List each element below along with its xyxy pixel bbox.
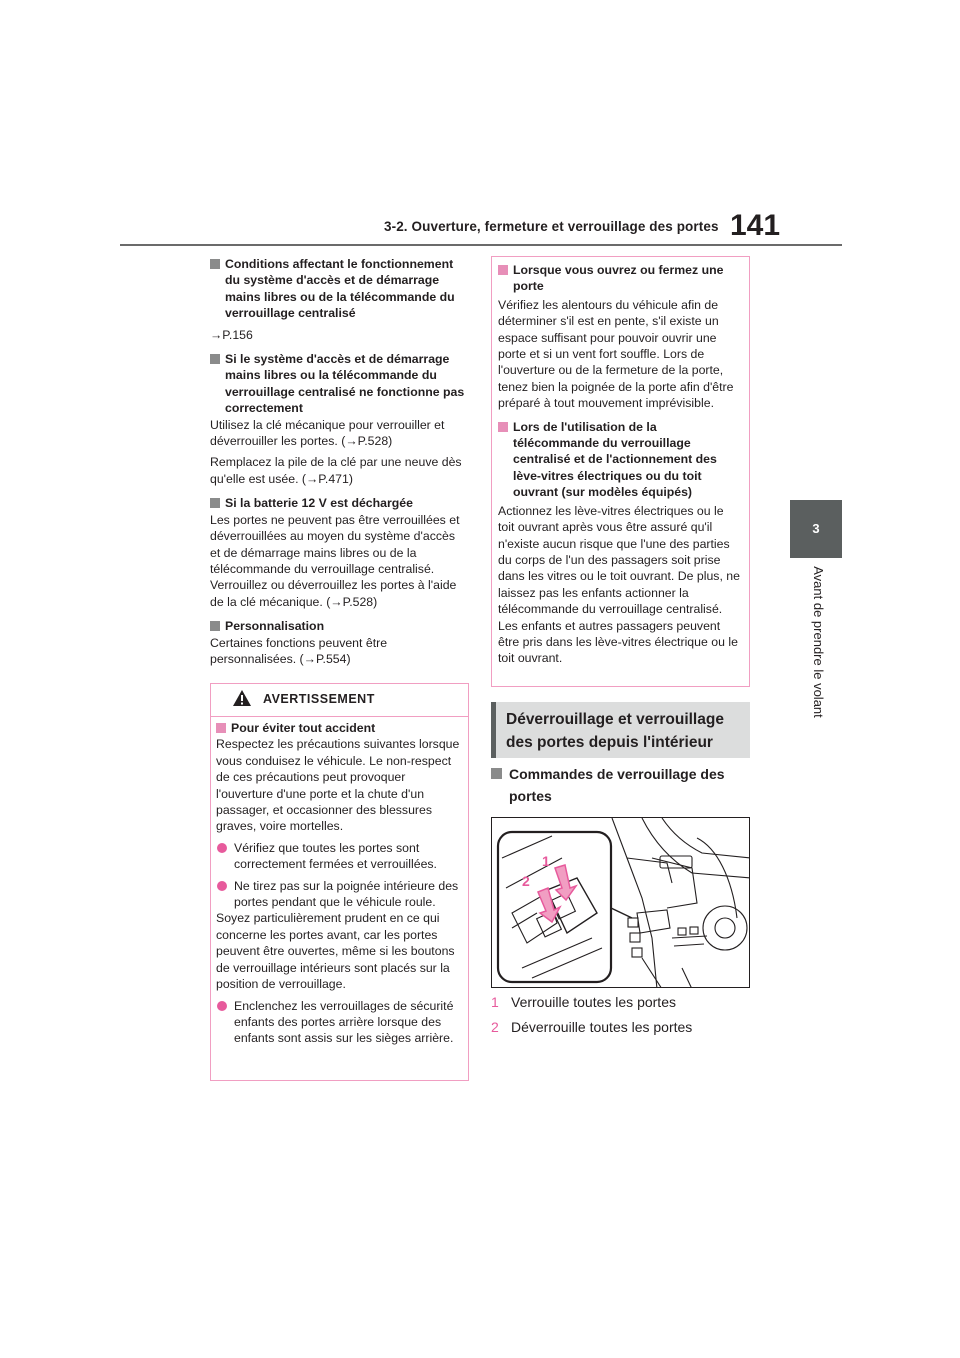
caption-1-text: Verrouille toutes les portes [511, 994, 676, 1010]
warning-heading: Pour éviter tout accident [216, 720, 463, 736]
chapter-label: Avant de prendre le volant [811, 566, 826, 718]
heading-battery-discharged: Si la batterie 12 V est déchargée [210, 495, 468, 511]
paragraph-battery-discharged: Les portes ne peuvent pas être verrouillées et déverrouillées au moyen du système d'accès et de démarrage mains libres ou de la télécommande du verrouillage centralisé. Verrouillez ou déverrouillez les portes à l'aide de la clé mécanique. (→P.528) [210, 512, 460, 609]
warning-bullet-2 [216, 878, 463, 911]
heading-personnalisation: Personnalisation [210, 618, 468, 634]
caption-2-text: Déverrouille toutes les portes [511, 1019, 693, 1035]
warning-icon [232, 689, 252, 707]
caption-2-number: 2 [491, 1019, 499, 1035]
warning-header [211, 684, 468, 717]
door-panel-drawing [492, 818, 750, 988]
heading-conditions: Conditions affectant le fonctionnement du système d'accès et de démarrage mains libres ou de la télécommande du verrouillage centralisé [210, 256, 468, 322]
caption-2 [491, 1017, 751, 1037]
header-divider [120, 244, 842, 246]
ref-p156: →P.156 [210, 327, 253, 342]
chapter-tab: 3 [790, 500, 842, 558]
door-lock-illustration [491, 817, 750, 988]
warning-bullet-2-text: Ne tirez pas sur la poignée intérieure des portes pendant que le véhicule roule. [234, 878, 459, 910]
label-1: 1 [542, 853, 550, 869]
left-column [210, 256, 468, 667]
paragraph-open-close-door: Vérifiez les alentours du véhicule afin de déterminer s'il est en pente, s'il existe un espace suffisant pour pouvoir ouvrir une porte et si un vent fort souffle. Lors de l'ouverture ou de la fermeture de la porte, tenez bien la poignée de la porte afin d'être préparé à tout mouvement imprévisible. [498, 297, 734, 411]
caption-1 [491, 992, 751, 1012]
heading-remote-windows: Lors de l'utilisation de la télécommande du verrouillage centralisé et de l'actionnement des lève-vitres électriques ou du toit ouvrant (sur modèles équipés) [498, 419, 743, 501]
bullet-dot [217, 1001, 227, 1011]
heading-open-close-door: Lorsque vous ouvrez ou fermez une porte [498, 262, 743, 295]
subheading-door-lock-switches: Commandes de verrouillage des portes [491, 763, 751, 807]
paragraph-mechanical-key: Utilisez la clé mécanique pour verrouiller et déverrouiller les portes. (→P.528) [210, 417, 445, 449]
caution-box [491, 256, 750, 687]
warning-box [210, 683, 469, 1081]
label-2: 2 [522, 873, 530, 889]
caption-1-number: 1 [491, 994, 499, 1010]
page-number: 141 [730, 209, 781, 242]
paragraph-replace-battery: Remplacez la pile de la clé par une neuve dès qu'elle est usée. (→P.471) [210, 455, 462, 486]
heading-malfunction: Si le système d'accès et de démarrage mains libres ou la télécommande du verrouillage centralisé ne fonctionne pas correctement [210, 351, 468, 417]
warning-middle: Soyez particulièrement prudent en ce qui concerne les portes avant, car les portes peuvent être ouvertes, même si les boutons de verrouillage intérieurs sont placés sur la position de verrouillage. [216, 911, 455, 992]
warning-bullet-1 [216, 840, 463, 873]
warning-title: AVERTISSEMENT [263, 692, 375, 706]
paragraph-remote-windows: Actionnez les lève-vitres électriques ou le toit ouvrant après vous être assuré qu'il n'existe aucun risque que l'une des parties du corps de l'un des passagers soit prise dans les vitres ou le toit ouvrant. De plus, ne laissez pas les enfants actionner la télécommande du verrouillage centralisé. Les enfants et autres passagers peuvent être pris dans les lève-vitres électrique ou le toit ouvrant. [498, 503, 740, 666]
warning-bullet-3-text: Enclenchez les verrouillages de sécurité enfants des portes arrière lorsque des enfants sont assis sur les sièges arrière. [234, 998, 454, 1046]
bullet-dot [217, 843, 227, 853]
warning-bullet-3 [216, 998, 463, 1047]
warning-intro: Respectez les précautions suivantes lorsque vous conduisez le véhicule. Le non-respect de ces précautions peut provoquer l'ouverture d'une porte et la chute d'un passager, et occasionner des blessures graves, voire mortelles. [216, 737, 460, 834]
paragraph-personnalisation: Certaines fonctions peuvent être personnalisées. (→P.554) [210, 635, 388, 666]
bullet-dot [217, 881, 227, 891]
section-heading: Déverrouillage et verrouillage des portes depuis l'intérieur [491, 702, 750, 758]
warning-bullet-1-text: Vérifiez que toutes les portes sont correctement fermées et verrouillées. [234, 840, 437, 872]
section-title: 3-2. Ouverture, fermeture et verrouillage des portes [384, 219, 719, 234]
